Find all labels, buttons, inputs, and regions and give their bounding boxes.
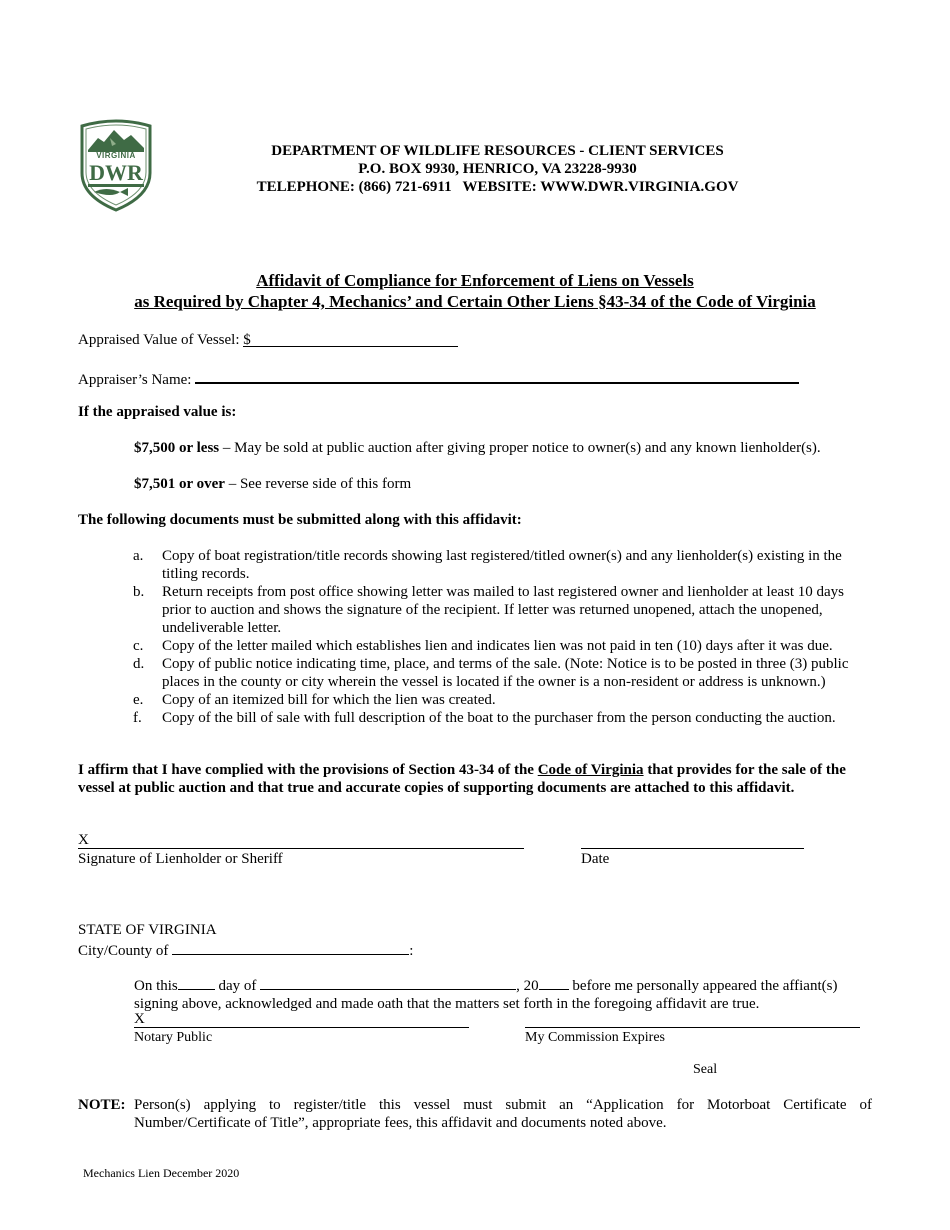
dollar-sign: $ <box>243 332 251 348</box>
city-county-label: City/County of <box>78 943 169 959</box>
note-text: Person(s) applying to register/title this vessel must submit an “Application for Motorboat Certificate of Number/Certificate of Title”, appropriate fees, this affidavit and documents noted above. <box>134 1097 872 1131</box>
appraiser-name-label: Appraiser’s Name: <box>78 372 192 388</box>
notary-signature-line[interactable] <box>134 1011 469 1028</box>
signature-x: X <box>78 832 89 848</box>
date-line[interactable] <box>581 832 804 849</box>
commission-label: My Commission Expires <box>525 1030 666 1045</box>
header-line-3: TELEPHONE: (866) 721-6911 WEBSITE: WWW.DWR.VIRGINIA.GOV <box>256 179 739 195</box>
affirmation: I affirm that I have complied with the provisions of Section 43-34 of the Code of Virginia that provides for the sale of the vessel at public auction and that true and accurate copies of supporting documents are attached to this affidavit. <box>78 762 846 796</box>
appraised-value-row <box>78 332 458 349</box>
note-label: NOTE: <box>78 1097 126 1113</box>
list-item: b. Return receipts from post office showing letter was mailed to last registered owner and lienholder at least 10 days prior to auction and shows the signature of the recipient. If letter was returned unopened, attach the unopened, undeliverable letter. <box>133 584 845 636</box>
dwr-logo <box>76 118 156 212</box>
rule-over-7501 <box>134 476 411 493</box>
list-item: a. Copy of boat registration/title records showing last registered/titled owner(s) and any lienholder(s) existing in the titling records. <box>133 548 842 582</box>
seal-label: Seal <box>693 1062 718 1077</box>
appraised-value-field[interactable] <box>243 332 458 347</box>
list-item: c. Copy of the letter mailed which establishes lien and indicates lien was not paid in ten (10) days after it was due. <box>133 638 833 654</box>
notary-line-2: signing above, acknowledged and made oath that the matters set forth in the foregoing affidavit are true. <box>134 996 760 1012</box>
logo-main-text: DWR <box>89 160 143 185</box>
title-line-1: Affidavit of Compliance for Enforcement of Liens on Vessels <box>256 271 694 290</box>
notary-statement: On this day of , 20 before me personally appeared the affiant(s) signing above, acknowledged and made oath that the matters set forth in the foregoing affidavit are true. <box>134 975 874 1013</box>
rule1-text: – May be sold at public auction after giving proper notice to owner(s) and any known lienholder(s). <box>219 440 821 456</box>
appraiser-name-row <box>78 368 799 389</box>
form-title <box>60 270 890 312</box>
rule2-text: – See reverse side of this form <box>224 476 412 492</box>
list-item: e. Copy of an itemized bill for which the lien was created. <box>133 692 496 708</box>
note <box>78 1096 872 1132</box>
title-line-2: as Required by Chapter 4, Mechanics’ and Certain Other Liens §43-34 of the Code of Virginia <box>134 292 816 311</box>
agency-header <box>170 142 825 196</box>
header-line-1: DEPARTMENT OF WILDLIFE RESOURCES - CLIENT SERVICES <box>271 143 724 159</box>
header-line-2: P.O. BOX 9930, HENRICO, VA 23228-9930 <box>358 161 637 177</box>
rule2-amount: $7,501 or over <box>134 476 225 492</box>
appraised-heading: If the appraised value is: <box>78 404 237 420</box>
signature-label: Signature of Lienholder or Sheriff <box>78 851 283 867</box>
documents-heading: The following documents must be submitted along with this affidavit: <box>78 512 522 528</box>
city-county-row: City/County of : <box>78 940 413 960</box>
month-field[interactable] <box>260 975 516 990</box>
notary-public-label: Notary Public <box>134 1030 213 1045</box>
list-item: f. Copy of the bill of sale with full description of the boat to the purchaser from the person conducting the auction. <box>133 710 836 726</box>
city-county-field[interactable] <box>172 940 409 955</box>
code-of-virginia: Code of Virginia <box>537 762 644 778</box>
appraised-value-label: Appraised Value of Vessel: <box>78 332 240 348</box>
notary-x: X <box>134 1011 145 1027</box>
day-field[interactable] <box>178 975 215 990</box>
date-label: Date <box>581 851 610 867</box>
logo-top-text: VIRGINIA <box>96 151 136 160</box>
signature-line[interactable] <box>78 832 524 849</box>
footer-text: Mechanics Lien December 2020 <box>83 1166 240 1180</box>
rule1-amount: $7,500 or less <box>134 440 220 456</box>
appraiser-name-field[interactable] <box>195 368 799 384</box>
documents-list <box>133 547 873 727</box>
state-heading: STATE OF VIRGINIA <box>78 922 217 938</box>
list-item: d. Copy of public notice indicating time, place, and terms of the sale. (Note: Notice is to be posted in three (3) public places in the county or city wherein the vessel is located if the owner is a non-resident or address is unknown.) <box>133 656 849 690</box>
commission-line[interactable] <box>525 1011 860 1028</box>
year-field[interactable] <box>539 975 569 990</box>
rule-under-7500 <box>134 440 821 457</box>
